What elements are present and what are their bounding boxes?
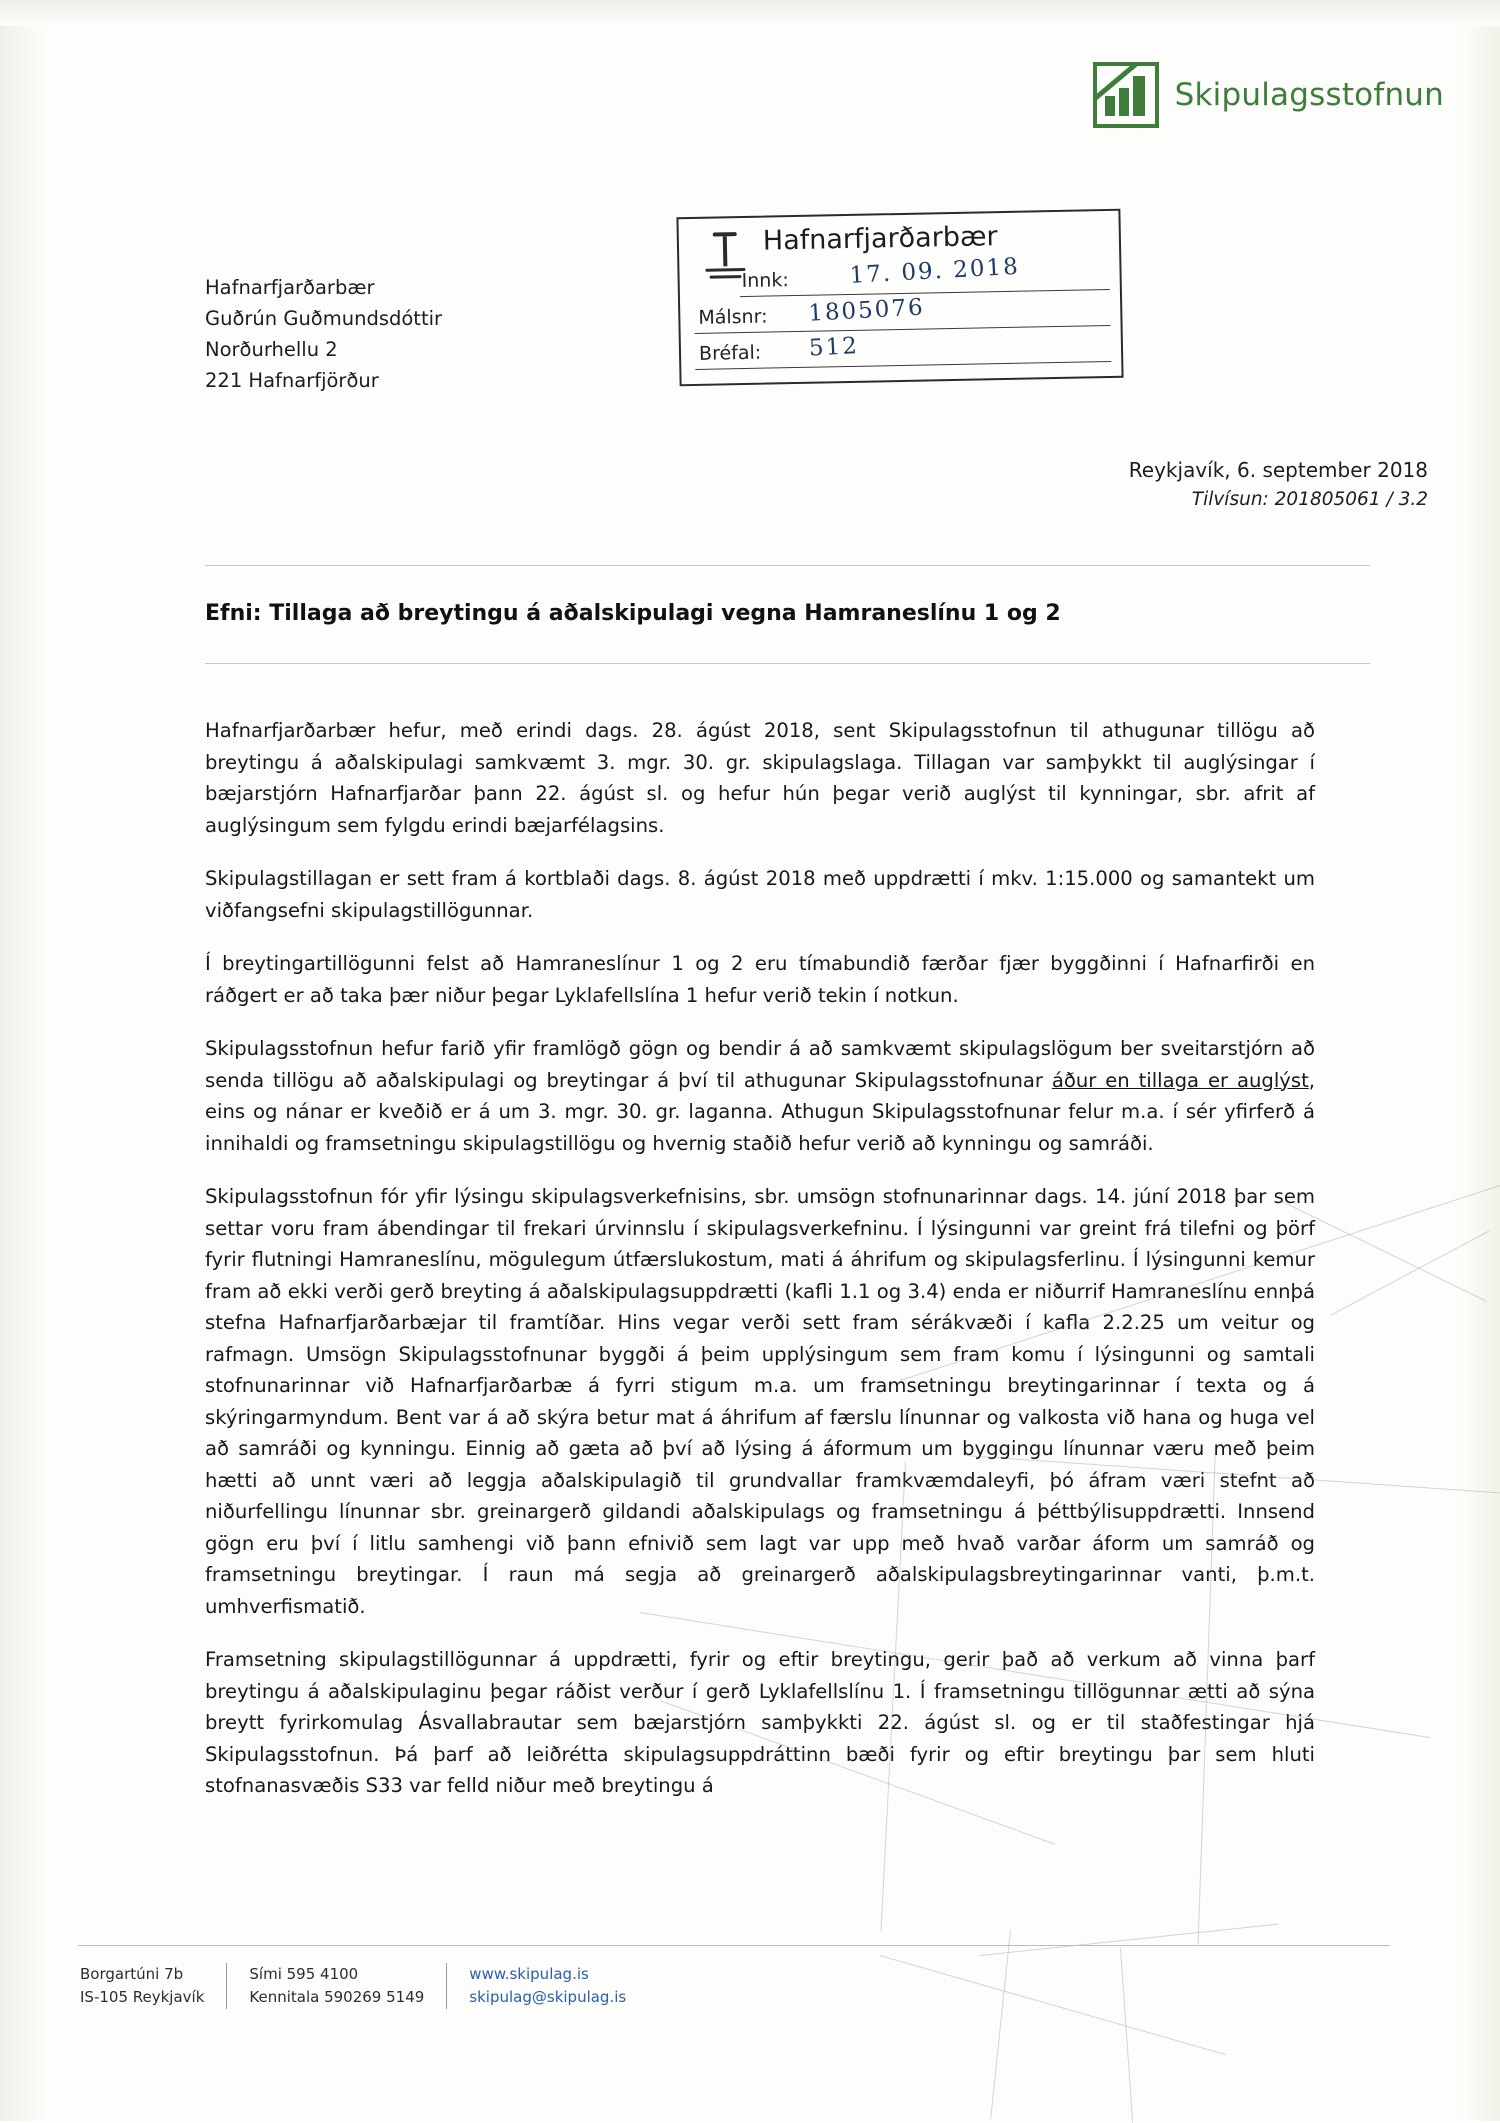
letterhead-logo [1093,62,1444,128]
footer-phone-column [226,1963,446,2009]
received-stamp [676,209,1123,386]
scan-edge-top [0,0,1500,26]
subject-divider-bottom [205,663,1370,664]
scan-crease [1120,1948,1133,2123]
date-reference-block [1129,455,1428,515]
footer-kennitala: Kennitala 590269 5149 [249,1988,425,2006]
place-date: Reykjavík, 6. september 2018 [1128,458,1428,482]
scan-crease [980,1924,1278,1956]
body-paragraph-5: Skipulagsstofnun fór yfir lýsingu skipulagsverkefnisins, sbr. umsögn stofnunarinnar dags. 14. júní 2018 þar sem settar voru fram ábendingar til frekari úrvinnslu í skipulagsverkefninu. Í lýsingunni var greint frá tilefni og þörf fyrir flutningi Hamraneslínu, mögulegum útfærslukostum, mati á áhrifum og skipulagsferlinu. Í lýsingunni kemur fram að ekki verði gerð breyting á aðalskipulagsuppdrætti (kafli 1.1 og 3.4) enda er niðurrif Hamraneslínu ennþá stefna Hafnarfjarðarbæjar til framtíðar. Hins vegar verði sett fram sérákvæði í kafla 2.2.25 um veitur og rafmagn. Umsögn Skipulagsstofnunar byggði á þeim upplýsingum sem fram komu í lýsingunni og samtali stofnunarinnar við Hafnarfjarðarbæ á fyrri stigum m.a. um framsetningu breytingarinnar í texta og á skýringarmyndum. Bent var á að skýra betur mat á áhrifum af færslu línunnar og valkosta við hana og huga vel að samráði og kynningu. Einnig að gæta að því að lýsing á áformum um byggingu línunnar væru með þeim hætti að unnt væri að leggja aðalskipulagið til grundvallar framkvæmdaleyfi, þó áfram væri stefnt að niðurfellingu línunnar sbr. greinargerð gildandi aðalskipulags og framsetningu á þéttbýlisuppdrætti. Innsend gögn eru því í litlu samhengi við þann efnivið sem lagt var upp með hvað varðar áform um samráð og framsetningu breytingar. Í raun má segja að greinargerð aðalskipulagsbreytingarinnar vanti, þ.m.t. umhverfismatið. [205,1185,1315,1618]
footer-website-link[interactable]: www.skipulag.is [469,1965,589,1983]
footer-divider [78,1945,1390,1946]
scan-crease [990,1930,1011,2119]
organization-name: Skipulagsstofnun [1174,77,1444,113]
body-paragraph-4 [205,1033,1315,1159]
subject-line: Efni: Tillaga að breytingu á aðalskipulagi vegna Hamraneslínu 1 og 2 [205,601,1061,626]
body-paragraph-3: Í breytingartillögunni felst að Hamraneslínur 1 og 2 eru tímabundið færðar fjær byggðinni í Hafnarfirði en ráðgert er að taka þær niður þegar Lyklafellslína 1 hefur verið tekin í notkun. [205,952,1315,1007]
scan-crease [880,1955,1226,2055]
body-paragraph-4-underlined: áður en tillaga er auglýst [1051,1068,1309,1092]
stamp-label-innk: Innk: [741,269,789,293]
body-paragraph-2: Skipulagstillagan er sett fram á kortblaði dags. 8. ágúst 2018 með uppdrætti í mkv. 1:15.000 og samantekt um viðfangsefni skipulagstillögunnar. [205,867,1315,922]
footer-email-link[interactable]: skipulag@skipulag.is [469,1988,627,2006]
scan-edge-right [1460,0,1500,2121]
footer-address-line-2: IS-105 Reykjavík [80,1988,205,2006]
footer-address-line-1: Borgartúni 7b [80,1965,184,1983]
scan-edge-left [0,0,46,2121]
body-paragraph-1: Hafnarfjarðarbær hefur, með erindi dags. 28. ágúst 2018, sent Skipulagsstofnun til athugunar tillögu að breytingu á aðalskipulagi samkvæmt 3. mgr. 30. gr. skipulagslaga. Tillagan var samþykkt til auglýsingar í bæjarstjórn Hafnarfjarðar þann 22. ágúst sl. og hefur hún þegar verið auglýst til kynningar, sbr. afrit af auglýsingum sem fylgdu erindi bæjarfélagsins. [205,719,1315,837]
stamp-label-brefal: Bréfal: [698,341,762,365]
recipient-address [205,272,442,396]
stamp-value-malsnr: 1805076 [807,294,926,327]
letter-body [205,715,1315,1802]
footer-phone: Sími 595 4100 [249,1965,359,1983]
stamp-value-innk: 17. 09. 2018 [848,253,1021,289]
recipient-line-3: Norðurhellu 2 [205,338,338,361]
stamp-label-malsnr: Málsnr: [698,305,768,329]
subject-divider-top [205,565,1370,566]
letter-footer [80,1963,648,2009]
stamp-title: Hafnarfjarðarbær [762,221,998,257]
body-paragraph-6: Framsetning skipulagstillögunnar á uppdrætti, fyrir og eftir breytingu, gerir það að verkum að vinna þarf breytingu á aðalskipulaginu þegar ráðist verður í gerð Lyklafellslínu 1. Í framsetningu tillögunnar ætti að sýna breytt fyrirkomulag Ásvallabrautar sem bæjarstjórn samþykkti 22. ágúst sl. og er til staðfestingar hjá Skipulagsstofnun. Þá þarf að leiðrétta skipulagsuppdráttinn bæði fyrir og eftir breytingu þar sem hluti stofnanasvæðis S33 var felld niður með breytingu á [205,1648,1315,1797]
body-paragraph-4-before: Skipulagsstofnun hefur farið yfir framlögð gögn og bendir á að samkvæmt skipulagslögum ber sveitarstjórn að senda tillögu að aðalskipulagi og breytingar á því til athugunar Skipulagsstofnunar [205,1037,1315,1092]
stamp-value-brefal: 512 [808,332,860,362]
footer-web-column [446,1963,648,2009]
skipulagsstofnun-logo-icon [1093,62,1159,128]
footer-address-column [80,1963,226,2009]
recipient-line-2: Guðrún Guðmundsdóttir [205,307,443,330]
recipient-line-4: 221 Hafnarfjörður [205,369,379,392]
body-paragraph-4-after: , eins og nánar er kveðið er á um 3. mgr. 30. gr. laganna. Athugun Skipulagsstofnunar felur m.a. í sér yfirferð á innihaldi og framsetningu skipulagstillögu og hvernig staðið hefur verið að kynningu og samráði. [205,1068,1315,1155]
recipient-line-1: Hafnarfjarðarbær [205,276,375,299]
reference-number: Tilvísun: 201805061 / 3.2 [1191,489,1428,510]
